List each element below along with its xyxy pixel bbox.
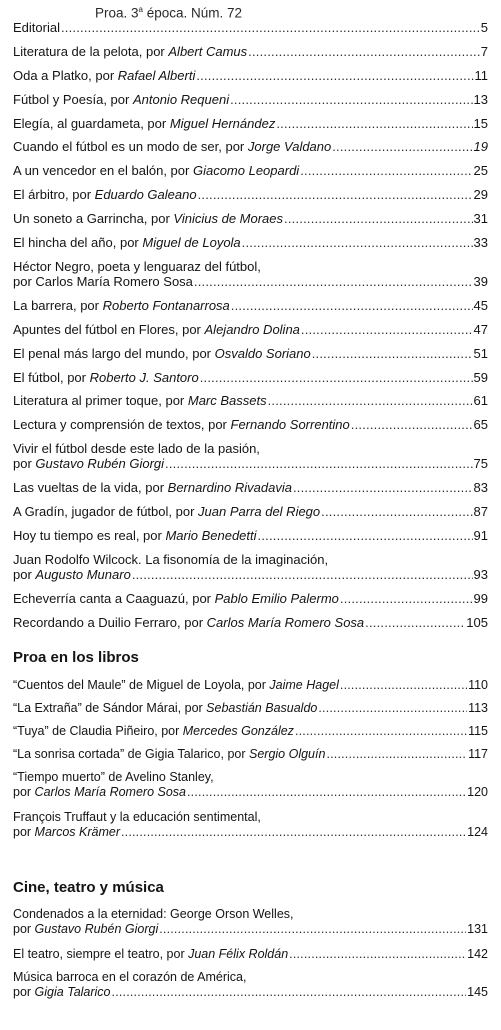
dot-leader bbox=[242, 235, 473, 250]
toc-entry-title: Un soneto a Garrincha, por bbox=[13, 211, 174, 227]
toc-entry-author: Gigia Talarico bbox=[34, 985, 111, 999]
books-contents-list bbox=[13, 678, 488, 850]
toc-entry bbox=[13, 528, 488, 552]
toc-entry-author: Albert Camus bbox=[168, 43, 248, 59]
toc-entry-page-number: 61 bbox=[473, 393, 488, 409]
toc-entry-title: por bbox=[13, 456, 36, 472]
toc-entry-title: Las vueltas de la vida, por bbox=[13, 480, 168, 496]
toc-entry-page-number: 105 bbox=[466, 614, 488, 630]
dot-leader bbox=[284, 211, 473, 226]
toc-entry-author: Osvaldo Soriano bbox=[214, 345, 311, 361]
toc-entry bbox=[13, 678, 488, 701]
toc-entry-author: Juan Parra del Riego bbox=[198, 504, 321, 520]
toc-entry bbox=[13, 298, 488, 322]
toc-entry-author: Eduardo Galeano bbox=[94, 187, 197, 203]
toc-entry bbox=[13, 322, 488, 346]
toc-entry-title-line: Juan Rodolfo Wilcock. La fisonomía de la imaginación, bbox=[13, 551, 329, 567]
toc-entry-title-line: Vivir el fútbol desde este lado de la pasión, bbox=[13, 441, 260, 457]
dot-leader bbox=[61, 20, 480, 35]
toc-entry-title: Oda a Platko, por bbox=[13, 67, 118, 83]
toc-entry-title: por bbox=[13, 985, 35, 999]
dot-leader bbox=[132, 567, 473, 582]
toc-entry-author: Miguel Hernández bbox=[169, 115, 276, 131]
toc-entry-page-number: 113 bbox=[468, 701, 488, 715]
toc-entry bbox=[13, 68, 488, 92]
toc-entry-title: Literatura de la pelota, por bbox=[13, 43, 169, 59]
toc-entry bbox=[13, 591, 488, 615]
dot-leader bbox=[300, 163, 472, 178]
toc-entry-author: Roberto J. Santoro bbox=[89, 369, 199, 385]
toc-entry-page-number: 93 bbox=[473, 566, 488, 582]
dot-leader bbox=[231, 298, 473, 313]
toc-entry-page-number: 51 bbox=[473, 345, 488, 361]
toc-entry-title: Cuando el fútbol es un modo de ser, por bbox=[13, 139, 248, 155]
toc-entry bbox=[13, 116, 488, 140]
dot-leader bbox=[187, 785, 466, 800]
toc-entry-title: El fútbol, por bbox=[13, 369, 90, 385]
toc-entry-page-number: 87 bbox=[473, 504, 488, 520]
dot-leader bbox=[289, 947, 466, 962]
toc-entry-title-line: Música barroca en el corazón de América, bbox=[13, 970, 247, 984]
toc-entry-page-number: 39 bbox=[473, 273, 488, 289]
dot-leader bbox=[194, 274, 473, 289]
toc-entry-title: La barrera, por bbox=[13, 297, 103, 313]
toc-entry bbox=[13, 724, 488, 747]
toc-entry bbox=[13, 259, 488, 298]
toc-entry bbox=[13, 370, 488, 394]
toc-entry-title: El hincha del año, por bbox=[13, 235, 143, 251]
dot-leader bbox=[293, 480, 473, 495]
toc-entry bbox=[13, 907, 488, 947]
toc-entry-page-number: 142 bbox=[467, 947, 488, 961]
toc-entry-author: Mario Benedetti bbox=[165, 528, 257, 544]
toc-entry bbox=[13, 346, 488, 370]
dot-leader bbox=[112, 985, 467, 1000]
toc-entry-author: Augusto Munaro bbox=[35, 566, 131, 582]
toc-entry-page-number: 45 bbox=[473, 297, 488, 313]
toc-entry bbox=[13, 211, 488, 235]
toc-entry-author: Fernando Sorrentino bbox=[230, 417, 350, 433]
toc-entry-title: “Cuentos del Maule” de Miguel de Loyola, por bbox=[13, 678, 270, 692]
toc-entry-title: Fútbol y Poesía, por bbox=[13, 91, 133, 107]
toc-entry bbox=[13, 552, 488, 591]
dot-leader bbox=[295, 724, 467, 739]
toc-entry-title: Literatura al primer toque, por bbox=[13, 393, 188, 409]
dot-leader bbox=[200, 370, 473, 385]
toc-entry-page-number: 31 bbox=[473, 211, 488, 227]
issue-header: Proa. 3$^a$ época. Núm. 72 bbox=[95, 5, 243, 21]
toc-entry bbox=[13, 701, 488, 724]
toc-entry-page-number: 19 bbox=[473, 139, 488, 155]
dot-leader bbox=[332, 139, 472, 154]
toc-entry bbox=[13, 747, 488, 770]
toc-entry-author: Carlos María Romero Sosa bbox=[34, 785, 186, 799]
toc-entry bbox=[13, 20, 488, 44]
toc-entry-title: “La sonrisa cortada” de Gigia Talarico, por bbox=[13, 747, 249, 761]
toc-entry-author: Marcos Krämer bbox=[34, 825, 120, 839]
toc-entry-title-line: Héctor Negro, poeta y lenguaraz del fútbol, bbox=[13, 258, 261, 274]
toc-entry-author: Rafael Alberti bbox=[117, 67, 196, 83]
dot-leader bbox=[321, 504, 472, 519]
main-contents-list bbox=[13, 20, 488, 639]
toc-entry bbox=[13, 615, 488, 639]
dot-leader bbox=[159, 922, 466, 937]
toc-entry-author: Gustavo Rubén Giorgi bbox=[35, 456, 165, 472]
dot-leader bbox=[340, 591, 473, 606]
toc-entry-page-number: 7 bbox=[480, 43, 488, 59]
toc-entry-author: Jaime Hagel bbox=[269, 678, 339, 692]
toc-entry bbox=[13, 235, 488, 259]
toc-entry bbox=[13, 92, 488, 116]
toc-entry-title: Elegía, al guardameta, por bbox=[13, 115, 170, 131]
dot-leader bbox=[326, 747, 467, 762]
toc-entry bbox=[13, 947, 488, 970]
toc-entry-title: por bbox=[13, 922, 35, 936]
toc-entry-author: Giacomo Leopardi bbox=[192, 163, 300, 179]
toc-entry-page-number: 131 bbox=[467, 922, 488, 936]
toc-entry-author: Marc Bassets bbox=[187, 393, 267, 409]
dot-leader bbox=[258, 528, 473, 543]
toc-entry-page-number: 5 bbox=[480, 20, 488, 35]
toc-entry-author: Roberto Fontanarrosa bbox=[102, 297, 230, 313]
toc-entry-author: Vinicius de Moraes bbox=[173, 211, 284, 227]
toc-entry-author: Alejandro Dolina bbox=[204, 321, 300, 337]
toc-entry bbox=[13, 187, 488, 211]
toc-entry-page-number: 120 bbox=[467, 785, 488, 799]
toc-entry-title: “Tuya” de Claudia Piñeiro, por bbox=[13, 724, 183, 738]
toc-entry-title: El árbitro, por bbox=[13, 187, 95, 203]
dot-leader bbox=[301, 322, 473, 337]
toc-entry-author: Carlos María Romero Sosa bbox=[206, 614, 365, 630]
toc-entry bbox=[13, 139, 488, 163]
dot-leader bbox=[230, 92, 472, 107]
toc-entry bbox=[13, 810, 488, 850]
toc-entry-title-line: François Truffaut y la educación sentimental, bbox=[13, 810, 261, 824]
toc-entry-page-number: 25 bbox=[473, 163, 488, 179]
toc-entry-page-number: 110 bbox=[468, 678, 488, 692]
toc-entry-title: por bbox=[13, 825, 35, 839]
toc-entry-author: Gustavo Rubén Giorgi bbox=[34, 922, 159, 936]
dot-leader bbox=[121, 825, 466, 840]
toc-entry-page-number: 145 bbox=[467, 985, 488, 999]
toc-entry-title-line: Condenados a la eternidad: George Orson Welles, bbox=[13, 907, 294, 921]
dot-leader bbox=[248, 44, 480, 59]
toc-entry-title: Recordando a Duilio Ferraro, por bbox=[13, 614, 207, 630]
toc-entry-author: Jorge Valdano bbox=[247, 139, 332, 155]
toc-entry-title: por Carlos María Romero Sosa bbox=[13, 273, 193, 289]
toc-entry-author: Sergio Olguín bbox=[249, 747, 326, 761]
toc-entry-title: A Gradín, jugador de fútbol, por bbox=[13, 504, 199, 520]
toc-entry-page-number: 11 bbox=[474, 67, 488, 83]
toc-entry-title: El penal más largo del mundo, por bbox=[13, 345, 215, 361]
dot-leader bbox=[365, 615, 465, 630]
toc-entry bbox=[13, 44, 488, 68]
toc-entry-title: A un vencedor en el balón, por bbox=[13, 163, 193, 179]
toc-entry bbox=[13, 441, 488, 480]
toc-entry-author: Juan Félix Roldán bbox=[188, 947, 289, 961]
toc-entry-title: por bbox=[13, 566, 36, 582]
section-title-proa-en-los-libros: Proa en los libros bbox=[13, 649, 139, 666]
toc-entry-page-number: 117 bbox=[468, 747, 488, 761]
toc-entry-title: por bbox=[13, 785, 35, 799]
toc-entry bbox=[13, 970, 488, 1010]
toc-entry-title: Echeverría canta a Caaguazú, por bbox=[13, 590, 215, 606]
toc-entry-page-number: 83 bbox=[473, 480, 488, 496]
toc-entry-page-number: 15 bbox=[473, 115, 488, 131]
toc-entry-page-number: 91 bbox=[473, 528, 488, 544]
dot-leader bbox=[351, 417, 473, 432]
toc-entry-page-number: 75 bbox=[473, 456, 488, 472]
toc-entry-page-number: 115 bbox=[468, 724, 488, 738]
toc-entry-page-number: 65 bbox=[473, 417, 488, 433]
dot-leader bbox=[165, 456, 473, 471]
dot-leader bbox=[198, 187, 473, 202]
toc-entry-author: Antonio Requeni bbox=[132, 91, 230, 107]
dot-leader bbox=[312, 346, 473, 361]
toc-entry-author: Mercedes González bbox=[182, 724, 294, 738]
toc-entry-author: Miguel de Loyola bbox=[142, 235, 241, 251]
toc-entry-title: “La Extraña” de Sándor Márai, por bbox=[13, 701, 207, 715]
dot-leader bbox=[268, 393, 473, 408]
toc-entry bbox=[13, 163, 488, 187]
toc-entry bbox=[13, 480, 488, 504]
toc-entry-page-number: 33 bbox=[473, 235, 488, 251]
toc-entry-title: Apuntes del fútbol en Flores, por bbox=[13, 321, 205, 337]
section-title-cine-teatro-musica: Cine, teatro y música bbox=[13, 879, 164, 896]
toc-entry-title-line: “Tiempo muerto” de Avelino Stanley, bbox=[13, 770, 214, 784]
dot-leader bbox=[276, 116, 472, 131]
toc-entry-author: Bernardino Rivadavia bbox=[167, 480, 292, 496]
toc-entry-title: Hoy tu tiempo es real, por bbox=[13, 528, 166, 544]
toc-entry bbox=[13, 417, 488, 441]
toc-entry-title: El teatro, siempre el teatro, por bbox=[13, 947, 189, 961]
dot-leader bbox=[196, 68, 473, 83]
toc-entry-title: Editorial bbox=[13, 20, 60, 35]
toc-entry-page-number: 47 bbox=[473, 321, 488, 337]
toc-entry bbox=[13, 504, 488, 528]
toc-entry bbox=[13, 770, 488, 810]
toc-entry-title: Lectura y comprensión de textos, por bbox=[13, 417, 231, 433]
toc-entry-author: Pablo Emilio Palermo bbox=[214, 590, 339, 606]
dot-leader bbox=[318, 701, 467, 716]
cinema-contents-list bbox=[13, 907, 488, 1010]
dot-leader bbox=[340, 678, 467, 693]
toc-entry-page-number: 99 bbox=[473, 590, 488, 606]
toc-entry-author: Sebastián Basualdo bbox=[206, 701, 318, 715]
toc-entry-page-number: 29 bbox=[473, 187, 488, 203]
toc-entry-page-number: 59 bbox=[473, 369, 488, 385]
toc-entry-page-number: 13 bbox=[473, 91, 488, 107]
toc-entry bbox=[13, 393, 488, 417]
toc-entry-page-number: 124 bbox=[467, 825, 488, 839]
